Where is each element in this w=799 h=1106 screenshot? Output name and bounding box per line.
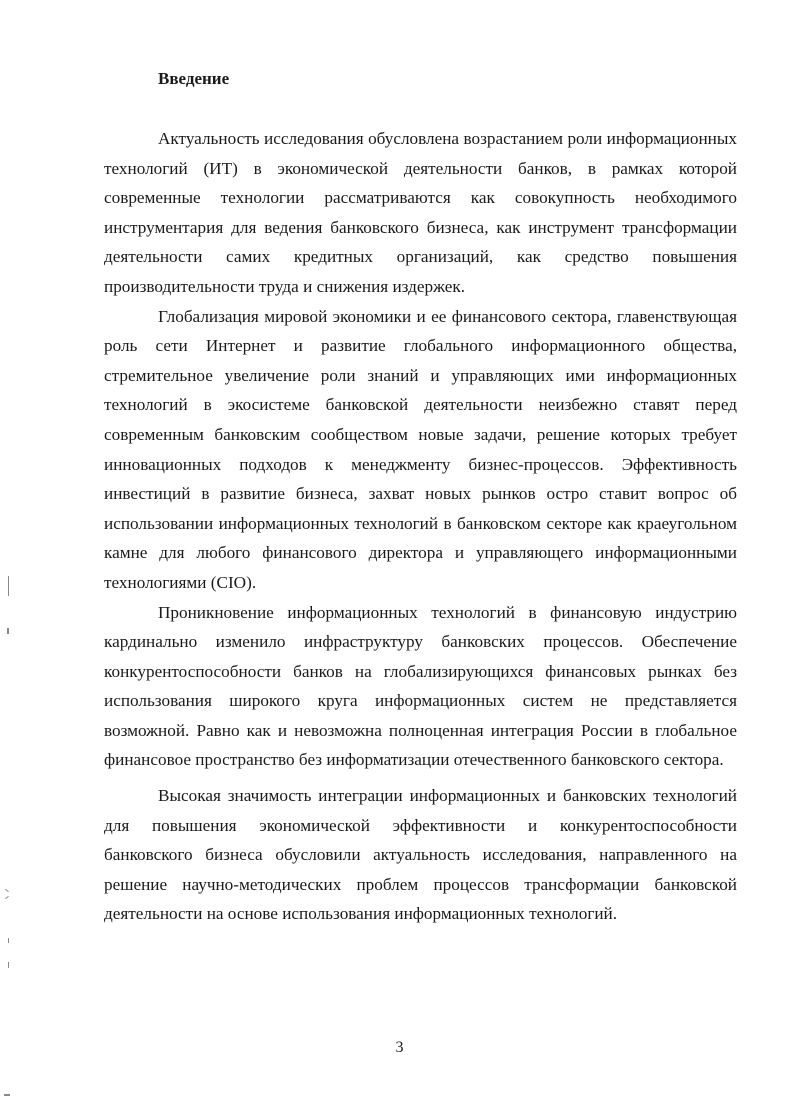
page-number: 3	[395, 1039, 404, 1056]
scan-artifact-mark	[5, 896, 9, 899]
scan-artifact-mark	[8, 962, 9, 968]
section-heading: Введение	[158, 69, 230, 88]
scan-artifact-mark	[4, 1094, 10, 1096]
scan-artifact-mark	[7, 628, 9, 634]
paragraph-penetration: Проникновение информационных технологий в финансовую индустрию кардинально изменило инфраструктуру банковских процессов. Обеспечение конкурентоспособности банков на глобализирующихся финансовых рынках без использования широкого круга информационных систем не представляется возможной. Равно как и невозможна полноценная интеграция России в глобальное финансовое пространство без информатизации отечественного банковского сектора.	[104, 602, 737, 770]
paragraph-globalization: Глобализация мировой экономики и ее финансового сектора, главенствующая роль сети Интернет и развитие глобального информационного общества, стремительное увеличение роли знаний и управляющих ими информационных технологий в экосистеме банковской деятельности неизбежно ставят перед современным банковским сообществом новые задачи, решение которых требует инновационных подходов к менеджменту бизнес-процессов. Эффективность инвестиций в развитие бизнеса, захват новых рынков остро ставит вопрос об использовании информационных технологий в банковском секторе как краеугольном камне для любого финансового директора и управляющего информационными технологиями (CIO).	[104, 306, 737, 592]
body-text	[104, 124, 737, 929]
scan-artifact-mark	[5, 889, 9, 892]
scan-artifact-mark	[8, 938, 9, 943]
paragraph-significance: Высокая значимость интеграции информационных и банковских технологий для повышения экономической эффективности и конкурентоспособности банковского бизнеса обусловили актуальность исследования, направленного на решение научно-методических проблем процессов трансформации банковской деятельности на основе использования информационных технологий.	[104, 786, 737, 924]
scan-artifact-mark	[8, 576, 9, 596]
paragraph-relevance: Актуальность исследования обусловлена возрастанием роли информационных технологий (ИТ) в экономической деятельности банков, в рамках которой современные технологии рассматриваются как совокупность необходимого инструментария для ведения банковского бизнеса, как инструмент трансформации деятельности самих кредитных организаций, как средство повышения производительности труда и снижения издержек.	[104, 129, 737, 296]
